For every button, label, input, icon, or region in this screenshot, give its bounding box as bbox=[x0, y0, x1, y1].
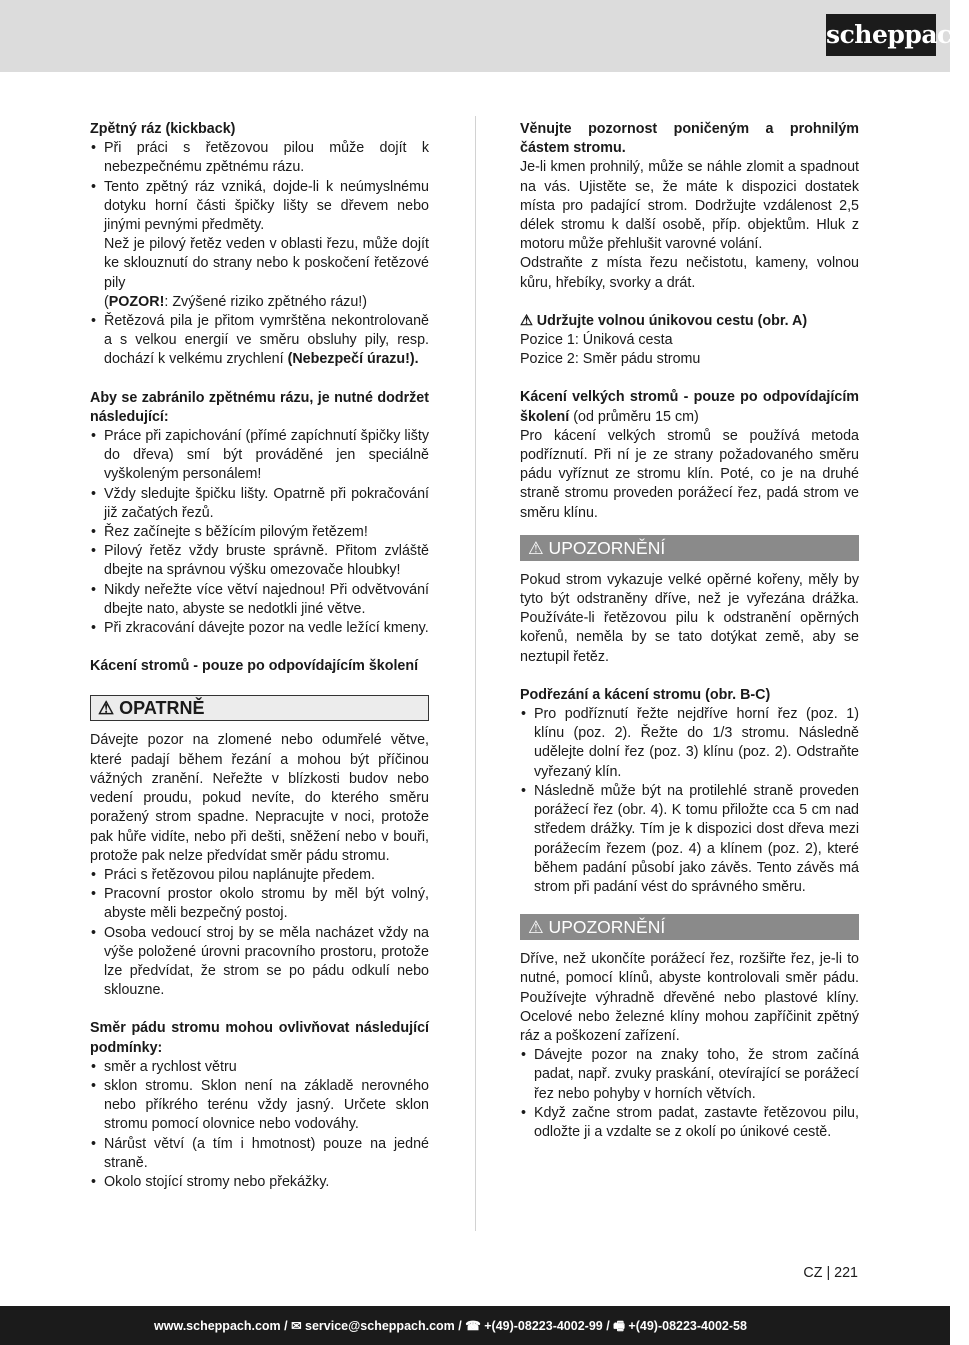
list-item: • Pilový řetěz vždy bruste správně. Přitom zvláště dbejte na správnou výšku omezovače hloubky! bbox=[90, 542, 429, 580]
list-item: • Řez začínejte s běžícím pilovým řetězem! bbox=[90, 523, 429, 542]
damaged-heading: Věnujte pozornost poničeným a prohnilým částem stromu. bbox=[520, 121, 859, 157]
warning-box-1: ⚠ UPOZORNĚNÍ bbox=[520, 535, 859, 561]
warning-2-text: Dříve, než ukončíte porážecí řez, rozšiřte řez, je-li to nutné, pomocí klínů, abyste kontrolovali směr pádu. Používejte výhradně dřevěné nebo plastové klíny. Ocelové nebo železné klíny mohou zapříčinit zpětný ráz a poškození zařízení. bbox=[520, 951, 859, 1044]
pozor-paren: ( bbox=[104, 293, 109, 310]
column-divider bbox=[475, 116, 476, 1231]
list-item-text: Řetězová pila je přitom vymrštěna nekontrolovaně a s velkou energií ve směru obsluhy pily, resp. dochází k velkému zrychlení bbox=[104, 313, 429, 368]
caution-text: Dávejte pozor na zlomené nebo odumřelé větve, které padají během řezání a mohou být příčinou vážných zranění. Neřežte v blízkosti budov nebo vedení proudu, pokud nevíte, do kterého směru poražený strom spadne. Nepracujte v noci, protože pak hůře vidíte, nebo při dešti, sněžení nebo v bouři, protože pak nelze předvídat směr pádu stromu. bbox=[90, 732, 429, 864]
prevent-heading: Aby se zabránilo zpětnému rázu, je nutné dodržet následující: bbox=[90, 389, 429, 425]
list-item: • Při zkracování dávejte pozor na vedle ležící kmeny. bbox=[90, 619, 429, 638]
large-trees-title: Kácení velkých stromů - pouze po odpovídajícím školení bbox=[520, 389, 859, 425]
warning-1-text: Pokud strom vykazuje velké opěrné kořeny, měly by tyto být odstraněny dříve, než je vyřezána drážka. Používáte-li řetězovou pilu k odstranění opěrných kořenů, neměla by se tato dotýkat země, aby se neztupil řetěz. bbox=[520, 571, 859, 665]
warning-icon: ⚠ bbox=[98, 698, 115, 719]
direction-heading: Směr pádu stromu mohou ovlivňovat následující podmínky: bbox=[90, 1020, 429, 1056]
list-item: • Když začne strom padat, zastavte řetězovou pilu, odložte ji a vzdalte se z okolí po únikové cestě. bbox=[520, 1104, 859, 1142]
kickback-continuation: Než je pilový řetěz veden v oblasti řezu, může dojít ke sklouznutí do strany nebo k poskočení řetězové pily bbox=[104, 236, 429, 291]
damaged-text-2: Odstraňte z místa řezu nečistotu, kameny, volnou kůru, hřebíky, svorky a drát. bbox=[520, 255, 859, 291]
escape-heading: ⚠ Udržujte volnou únikovou cestu (obr. A) bbox=[520, 312, 808, 329]
list-item: • sklon stromu. Sklon není na základě nerovného nebo příkrého terénu vždy jasný. Určete sklon stromu pomocí olovnice nebo vodováhy. bbox=[90, 1077, 429, 1135]
list-item bbox=[90, 178, 429, 312]
kickback-list bbox=[90, 139, 429, 369]
list-item: • Pro podříznutí řežte nejdříve horní řez (poz. 1) klínu (poz. 2). Řežte do 1/3 stromu. Následně udělejte dolní řez (poz. 3) klínu (poz. 2). Odstraňte vyřezaný klín. bbox=[520, 705, 859, 782]
list-item: • Pracovní prostor okolo stromu by měl být volný, abyste měli bezpečný postoj. bbox=[90, 885, 429, 923]
page-number: CZ | 221 bbox=[803, 1265, 858, 1281]
list-item: • Práce při zapichování (přímé zapíchnutí špičky lišty do dřeva) smí být prováděné jen speciálně vyškoleným personálem! bbox=[90, 427, 429, 485]
cut-list bbox=[520, 705, 859, 897]
caution-list bbox=[90, 866, 429, 1000]
list-item: • Dávejte pozor na znaky toho, že strom začíná padat, např. zvuky praskání, otevírající se porážecí řez nebo pohyby v horních větvích. bbox=[520, 1046, 859, 1104]
list-item bbox=[90, 312, 429, 370]
pozor-label: POZOR! bbox=[108, 293, 165, 310]
list-item: • Osoba vedoucí stroj by se měla nacházet vždy na výše položené úrovni pracovního prostoru, protože lze předvídat, že strom se po pádu odkulí nebo sklouzne. bbox=[90, 924, 429, 1001]
list-item: • Práci s řetězovou pilou naplánujte předem. bbox=[90, 866, 429, 885]
list-item: • Okolo stojící stromy nebo překážky. bbox=[90, 1173, 429, 1192]
injury-warning: (Nebezpečí úrazu!). bbox=[287, 351, 419, 368]
warning-box-2: ⚠ UPOZORNĚNÍ bbox=[520, 914, 859, 940]
footer-bar bbox=[0, 1306, 950, 1345]
caution-label: OPATRNĚ bbox=[119, 698, 205, 719]
footer-contact: www.scheppach.com / ✉ service@scheppach.com / ☎ +(49)-08223-4002-99 / 🖷 +(49)-08223-4002-58 bbox=[154, 1319, 747, 1333]
caution-box bbox=[90, 695, 429, 721]
kickback-heading: Zpětný ráz (kickback) bbox=[90, 121, 236, 137]
escape-position-2: Pozice 2: Směr pádu stromu bbox=[520, 351, 701, 368]
right-column bbox=[520, 120, 859, 1142]
escape-position-1: Pozice 1: Úniková cesta bbox=[520, 332, 673, 349]
left-column bbox=[90, 120, 429, 1192]
large-trees-subtitle: (od průměru 15 cm) bbox=[569, 408, 699, 425]
warning-2-list bbox=[520, 1046, 859, 1142]
felling-heading: Kácení stromů - pouze po odpovídajícím školení bbox=[90, 658, 419, 675]
list-item: • Nárůst větví (a tím i hmotnost) pouze na jedné straně. bbox=[90, 1135, 429, 1173]
list-item: • směr a rychlost větru bbox=[90, 1058, 429, 1077]
prevent-list bbox=[90, 427, 429, 638]
header-bar bbox=[0, 0, 969, 72]
pozor-text: : Zvýšené riziko zpětného rázu!) bbox=[164, 293, 368, 310]
large-trees-text: Pro kácení velkých stromů se používá metoda podříznutí. Při ní je ze strany požadovaného směru pádu vyříznut ze stromu klín. Poté, co je na druhé straně stromu proveden porážecí řez, padá strom ve směru klínu. bbox=[520, 427, 859, 521]
cut-heading: Podřezání a kácení stromu (obr. B-C) bbox=[520, 686, 771, 703]
list-item: • Následně může být na protilehlé straně proveden porážecí řez (obr. 4). K tomu přiložte cca 5 cm nad středem drážky. Tím je k dispozici dost dřeva mezi porážecím řezem (poz. 4) a klínem (poz. 2), které během padání působí jako závěs. Tento závěs má strom při padání vést do správného směru. bbox=[520, 782, 859, 897]
damaged-text: Je-li kmen prohnilý, může se náhle zlomit a spadnout na vás. Ujistěte se, že máte k dispozici dostatek místa pro padající strom. Dodržujte vzdálenost 2,5 délek stromu k další osobě, příp. objektům. Hluk z motoru může přehlušit varovné volání. bbox=[520, 159, 859, 253]
brand-logo: scheppach bbox=[826, 14, 936, 56]
direction-list bbox=[90, 1058, 429, 1192]
list-item: • Při práci s řetězovou pilou může dojít k nebezpečnému zpětnému rázu. bbox=[90, 139, 429, 177]
large-trees-heading bbox=[520, 388, 859, 426]
list-item: • Nikdy neřežte více větví najednou! Při odvětvování dbejte nato, abyste se nedotkli jiné větve. bbox=[90, 581, 429, 619]
list-item: • Vždy sledujte špičku lišty. Opatrně při pokračování již začatých řezů. bbox=[90, 485, 429, 523]
list-item-text: Tento zpětný ráz vzniká, dojde-li k neúmyslnému dotyku horní části špičky lišty se dřevem nebo jinými pevnými předměty. bbox=[104, 178, 429, 234]
